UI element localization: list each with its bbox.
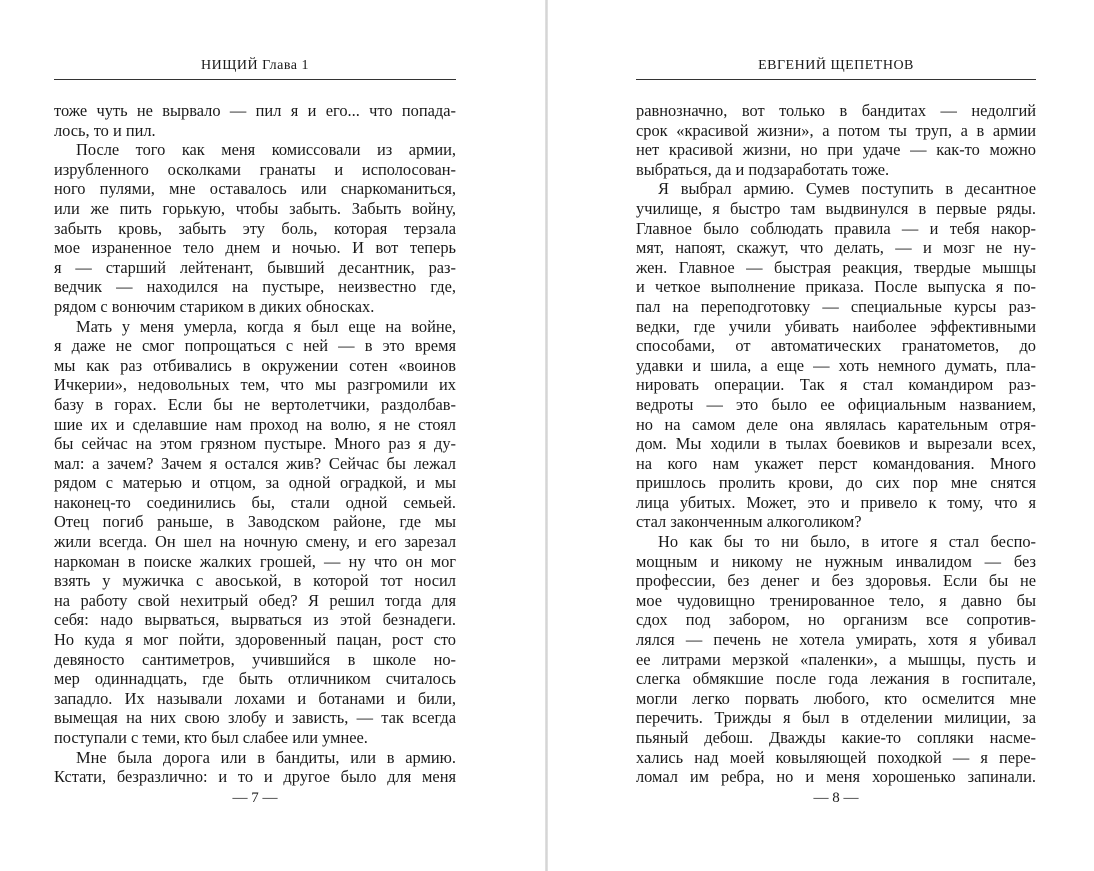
text-line: ного пулями, мне оставалось или снаркоманиться,	[54, 179, 456, 199]
page-number-right: — 8 —	[813, 790, 859, 806]
text-line: рядом с вонючим стариком в диких обносках.	[54, 296, 375, 316]
text-line: ломал им ребра, но и меня хорошенько запинали.	[636, 767, 1036, 787]
text-line: лялся — печень не хотела умирать, хотя я убивал	[636, 630, 1036, 650]
text-line: способами, от автоматических гранатометов, до	[636, 336, 1036, 356]
text-line: Мать у меня умерла, когда я был еще на войне,	[76, 316, 456, 336]
text-line: забыть кровь, забыть эту боль, которая терзала	[54, 218, 456, 238]
text-line: нет красивой жизни, но при удаче — как-то можно	[636, 140, 1036, 160]
text-line: Но как бы то ни было, в итоге я стал беспо-	[658, 532, 1036, 552]
running-head-right: ЕВГЕНИЙ ЩЕПЕТНОВ	[758, 58, 914, 73]
text-line: нировать операции. Так я стал командиром раз-	[636, 375, 1036, 395]
text-line: пьяный дебош. Дважды какие-то сопляки насме-	[636, 728, 1036, 747]
text-line: на работу свой нехитрый обед? Я решил тогда для	[54, 590, 456, 610]
text-line: взять у мужичка с авоськой, в которой тот носил	[54, 571, 456, 591]
text-line: жен. Главное — быстрая реакция, твердые мышцы	[636, 257, 1036, 277]
text-line: срок «красивой жизни», а потом ты труп, а в армии	[636, 120, 1036, 140]
text-line: ее литрами мерзкой «паленки», а мышцы, пусть и	[636, 649, 1036, 669]
text-line: перечить. Трижды я был в отделении милиции, за	[636, 708, 1036, 728]
right-page	[548, 0, 1094, 871]
header-rule-right	[636, 79, 1036, 80]
text-line: мал: а зачем? Зачем я остался жив? Сейчас бы лежал	[54, 453, 456, 473]
text-line: рядом с матерью и отцом, за одной оградкой, и мы	[54, 473, 456, 493]
text-line: ведчик — находился на пустыре, неизвестно где,	[54, 277, 456, 297]
text-line: мое израненное тело днем и ночью. И вот теперь	[54, 238, 456, 258]
text-line: пал на переподготовку — специальные курсы раз-	[636, 296, 1036, 316]
text-line: девяносто сантиметров, учившийся в школе но-	[54, 649, 456, 669]
text-line: шие их и сделавшие нам проход на волю, я не стоял	[54, 414, 456, 434]
text-line: Мне была дорога или в бандиты, или в армию.	[76, 747, 456, 767]
text-line: мы как раз отбивались в окружении сотен «воинов	[54, 355, 456, 375]
text-line: или же пить горькую, чтобы забыть. Забыть войну,	[54, 198, 456, 218]
text-line: базу в горах. Если бы не вертолетчики, раздолбав-	[54, 394, 456, 414]
text-line: училище, я быстро там выдвинулся в первые ряды.	[636, 198, 1036, 218]
text-line: на кого нам укажет перст командования. Много	[636, 453, 1036, 473]
text-line: дом. Мы ходили в тылах боевиков и вырезали всех,	[636, 434, 1036, 454]
text-line: хались над моей ковыляющей походкой — я пере-	[636, 747, 1036, 767]
text-line: могли легко порвать любого, кто осмелится мне	[636, 688, 1036, 708]
text-line: ведроты — это было ее официальным названием,	[636, 394, 1036, 414]
body-text-left	[54, 101, 456, 787]
text-line: тоже чуть не вырвало — пил я и его... что попада-	[54, 101, 456, 120]
text-line: профессии, без денег и без здоровья. Если бы не	[636, 571, 1036, 591]
text-line: поступали с теми, кто был слабее или умнее.	[54, 728, 368, 747]
text-line: выбраться, да и подзаработать тоже.	[636, 159, 890, 179]
text-line: равнозначно, вот только в бандитах — недолгий	[636, 101, 1036, 120]
text-line: но на самом деле она являлась карательным отря-	[636, 414, 1036, 434]
text-line: я даже не смог попрощаться с ней — в это время	[54, 336, 456, 356]
text-line: лось, то и пил.	[54, 120, 156, 140]
text-line: жили всегда. Он шел на ночную смену, и его зарезал	[54, 532, 456, 552]
text-line: Я выбрал армию. Сумев поступить в десантное	[658, 179, 1036, 199]
header-rule-left	[54, 79, 456, 80]
body-text-right	[636, 101, 1036, 787]
text-line: удавки и шила, а еще — хоть немного думать, пла-	[636, 355, 1036, 375]
text-line: Ичкерии», недовольных тем, что мы разгромили их	[54, 375, 456, 395]
text-line: сдох под забором, но организм все сопротив-	[636, 610, 1036, 630]
text-line: вымещая на них свою злобу и зависть, — так всегда	[54, 708, 456, 728]
running-head-left: НИЩИЙ Глава 1	[201, 58, 309, 73]
text-line: лица убитых. Может, это и привело к тому, что я	[636, 492, 1036, 512]
text-line: Но куда я мог пойти, здоровенный пацан, рост сто	[54, 630, 456, 650]
text-line: После того как меня комиссовали из армии,	[76, 140, 456, 160]
text-line: ведки, где учили убивать наиболее эффективными	[636, 316, 1036, 336]
text-line: стал законченным алкоголиком?	[636, 512, 862, 532]
text-line: мое чудовищно тренированное тело, я давно бы	[636, 590, 1036, 610]
text-line: наркоман в поиске жалких грошей, — ну что он мог	[54, 551, 456, 571]
text-line: мят, напоят, скажут, что делать, — и мозг не ну-	[636, 238, 1036, 258]
text-line: западло. Их называли лохами и ботанами и били,	[54, 688, 456, 708]
text-line: слегка обмякшие после года лежания в госпитале,	[636, 669, 1036, 689]
text-line: пришлось пролить крови, до сих пор мне снятся	[636, 473, 1036, 493]
text-line: наконец-то соединились бы, стали одной семьей.	[54, 492, 456, 512]
text-line: мощным и никому не нужным инвалидом — без	[636, 551, 1036, 571]
text-line: себя: надо вырваться, вырваться из этой безнадеги.	[54, 610, 456, 630]
text-line: Главное было соблюдать правила — и тебя накор-	[636, 218, 1036, 238]
left-page	[0, 0, 546, 871]
text-line: изрубленного осколками гранаты и исполосован-	[54, 159, 456, 179]
text-line: Отец погиб раньше, в Заводском районе, где мы	[54, 512, 456, 532]
page-number-left: — 7 —	[232, 790, 278, 806]
text-line: я — старший лейтенант, бывший десантник, раз-	[54, 257, 456, 277]
text-line: бы сейчас на этом грязном пустыре. Много раз я ду-	[54, 434, 456, 454]
text-line: и четкое выполнение приказа. После выпуска я по-	[636, 277, 1036, 297]
text-line: Кстати, безразлично: и то и другое было для меня	[54, 767, 456, 787]
text-line: мер одиннадцать, где быть отличником считалось	[54, 669, 456, 689]
